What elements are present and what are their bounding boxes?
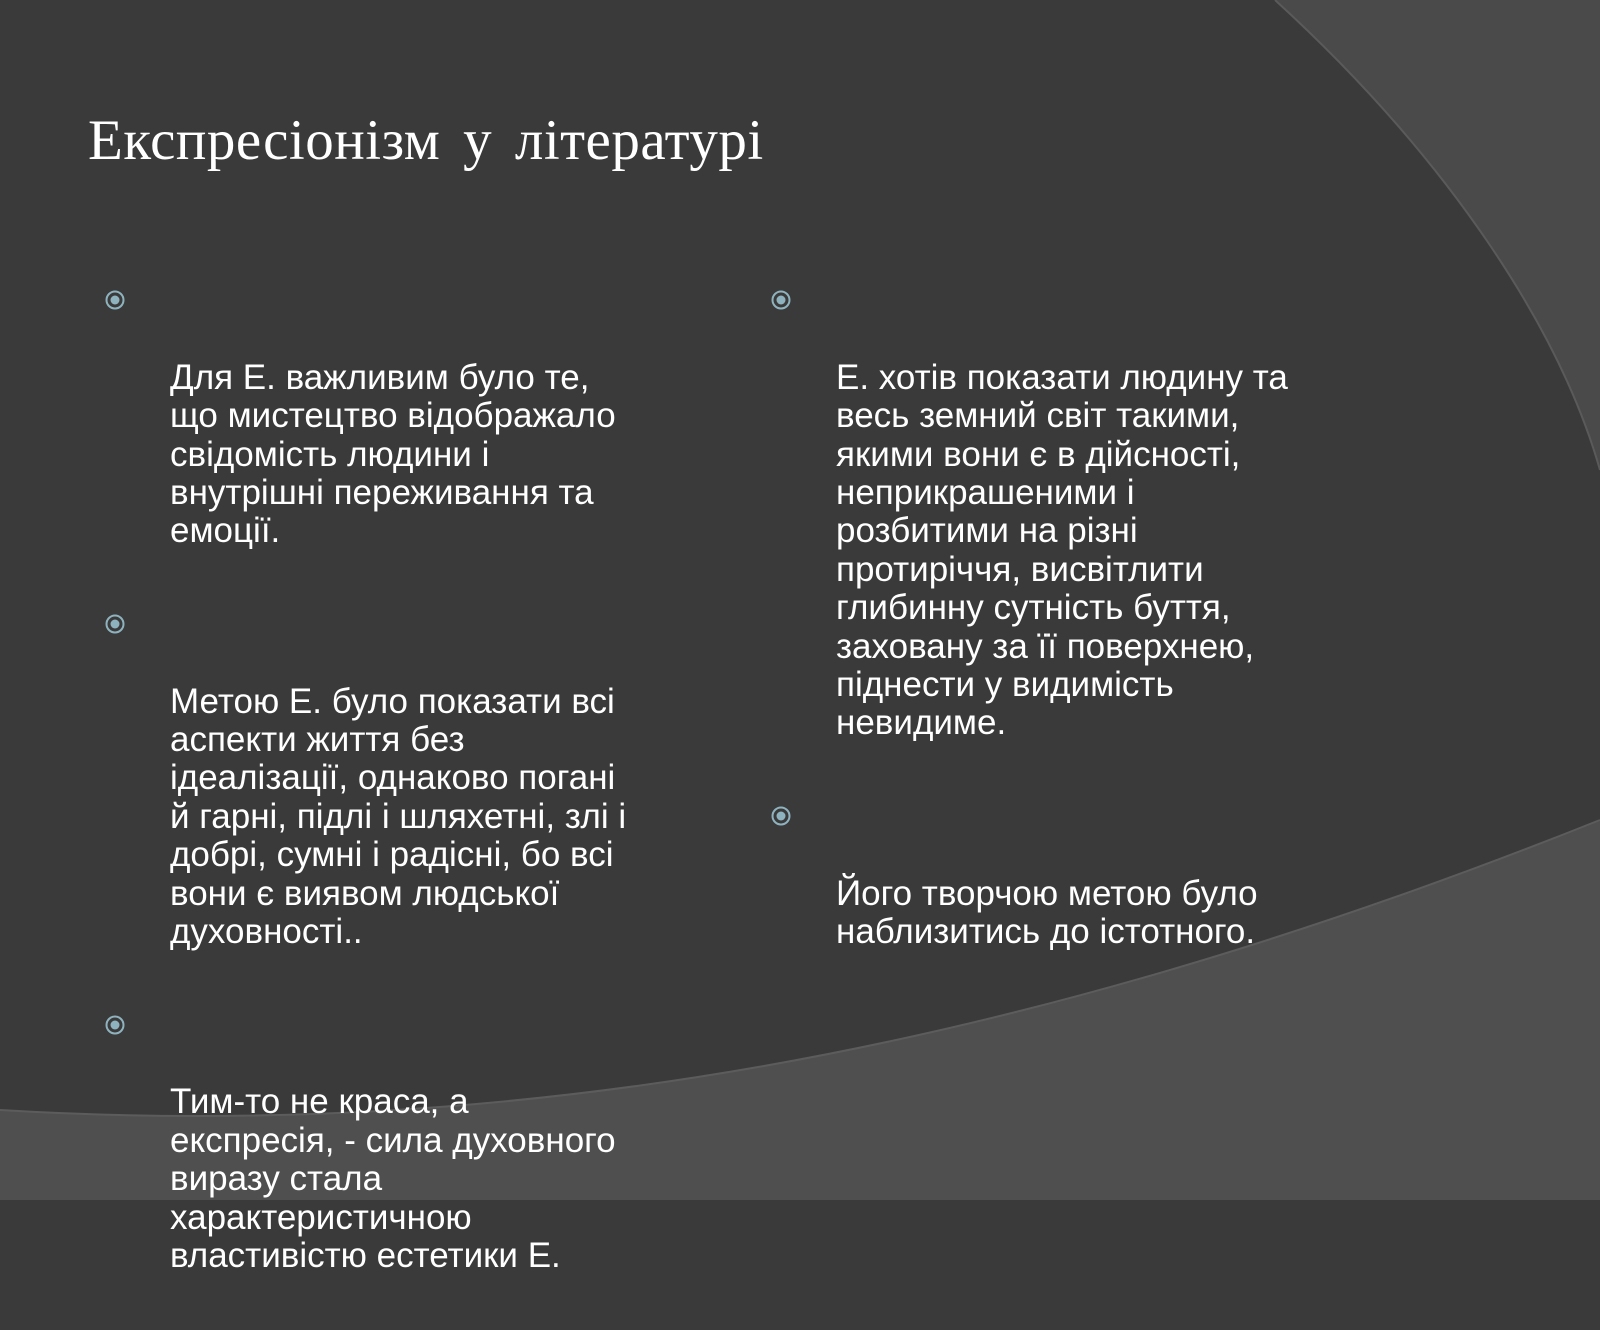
right-bullet-list xyxy=(770,282,1370,1007)
bullet-text: Для Е. важливим було те, що мистецтво відображало свідомість людини і внутрішні переживання та емоції. xyxy=(170,357,616,551)
circle-bullet-icon xyxy=(770,289,792,311)
slide-title: Експресіонізм у літературі xyxy=(88,109,764,172)
bullet-text: Його творчою метою було наблизитись до істотного. xyxy=(836,873,1258,952)
circle-bullet-icon xyxy=(104,289,126,311)
circle-bullet-icon xyxy=(104,613,126,635)
list-item xyxy=(104,282,714,551)
bullet-text: Тим-то не краса, а експресія, - сила духовного виразу стала характеристичною властивістю естетики Е. xyxy=(170,1082,616,1275)
circle-bullet-icon xyxy=(104,1014,126,1036)
bullet-text: Метою Е. було показати всі аспекти життя без ідеалізації, однаково погані й гарні, підлі і шляхетні, злі і добрі, сумні і радісні, бо всі вони є виявом людської духовності.. xyxy=(170,681,627,952)
list-item xyxy=(104,606,714,952)
list-item xyxy=(770,798,1370,952)
bullet-text: Е. хотів показати людину та весь земний світ такими, якими вони є в дійсності, неприкрашеними і розбитими на різні протиріччя, висвітлити глибинну сутність буття, заховану за її поверхнею, піднести у видимість невидиме. xyxy=(836,357,1288,743)
circle-bullet-icon xyxy=(770,805,792,827)
left-bullet-list xyxy=(104,282,714,1330)
list-item xyxy=(770,282,1370,743)
list-item xyxy=(104,1007,714,1276)
